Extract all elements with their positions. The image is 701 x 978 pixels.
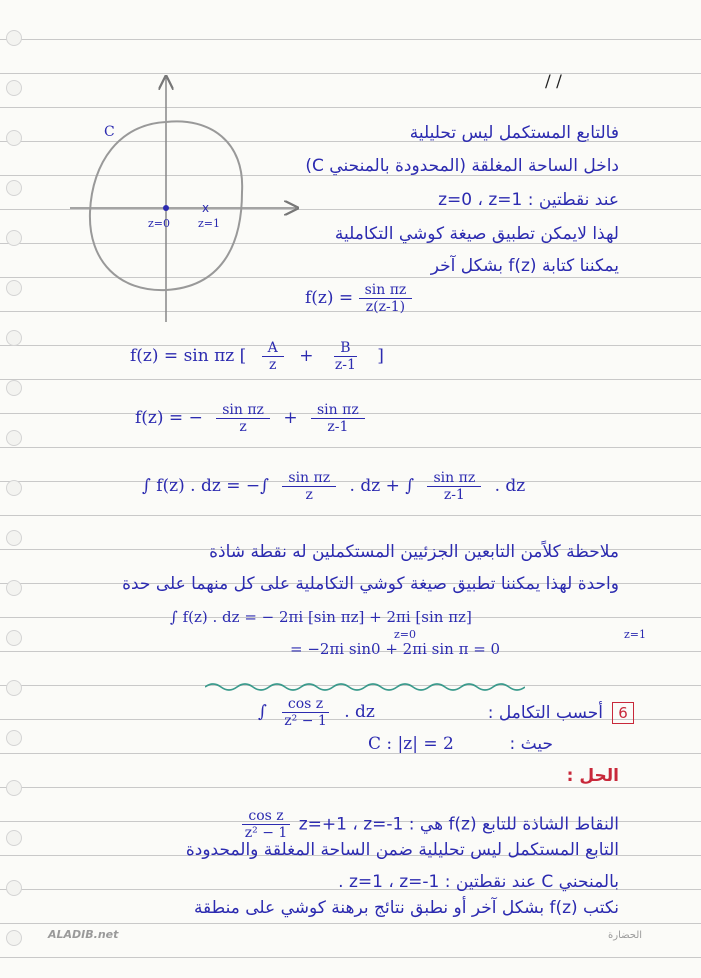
binder-holes bbox=[6, 20, 24, 960]
problem-where: حيث : bbox=[509, 734, 553, 754]
problem-condition: C : |z| = 2 bbox=[368, 734, 454, 754]
footer-logo: ALADIB.net bbox=[48, 928, 119, 941]
svg-text:x: x bbox=[202, 201, 210, 215]
contour-label: C bbox=[104, 124, 115, 140]
equation-5: ∫ f(z) . dz = − 2πi [sin πz] + 2πi [sin πz] bbox=[170, 608, 472, 626]
note-line-1: ملاحظة كلاًمن التابعين الجزئيين المستكملين له نقطة شاذة bbox=[209, 542, 619, 562]
solution-line-2: التابع المستكمل ليس تحليلية ضمن الساحة المغلقة والمحدودة bbox=[185, 840, 619, 860]
footer-right-text: الحضارة bbox=[608, 930, 643, 941]
problem-integral: ∫ $\frac{\text{cos z}}{\text{z² − 1}}$ . dz bbox=[258, 696, 375, 729]
text-line-3: عند نقطتين : z=0 ، z=1 bbox=[438, 190, 619, 210]
contour-graph bbox=[60, 72, 310, 332]
problem-number-box: 6 bbox=[612, 702, 634, 724]
equation-4: ∫ f(z) . dz = −∫ $\frac{\text{sin πz}}{z}$ . dz + ∫ $\frac{\text{sin πz}}{z-1}$ . dz bbox=[142, 470, 526, 503]
equation-2: f(z) = sin πz [ $\frac{A}{z}$ + $\frac{B}{z-1}$ ] bbox=[130, 340, 384, 373]
text-line-1: فالتابع المستكمل ليس تحليلية bbox=[409, 123, 619, 143]
equation-5-sub-a: z=0 bbox=[394, 628, 417, 641]
solution-line-1: النقاط الشاذة للتابع f(z) هي : z=+1 ، z=-1 $\frac{\text{cos z}}{\text{z² − 1}}$ bbox=[239, 808, 619, 841]
text-line-5: يمكننا كتابة f(z) بشكل آخر bbox=[430, 256, 619, 276]
wavy-separator bbox=[205, 680, 525, 694]
note-line-2: واحدة لهذا يمكننا تطبيق صيغة كوشي التكاملية على كل منهما على حدة bbox=[122, 574, 619, 594]
equation-5-sub-b: z=1 bbox=[624, 628, 647, 641]
solution-line-3: بالمنحني C عند نقطتين : z=1 ، z=-1 . bbox=[338, 872, 619, 892]
equation-3: f(z) = − $\frac{\text{sin πz}}{z}$ + $\frac{\text{sin πz}}{z-1}$ bbox=[135, 402, 373, 435]
point-right-label: z=1 bbox=[198, 217, 221, 230]
text-line-2: داخل الساحة المغلقة (المحدودة بالمنحني C) bbox=[305, 156, 619, 176]
solution-heading: الحل : bbox=[566, 766, 619, 786]
text-line-4: لهذا لايمكن تطبيق صيغة كوشي التكاملية bbox=[334, 224, 619, 244]
point-left-label: z=0 bbox=[148, 217, 171, 230]
problem-title: أحسب التكامل : bbox=[487, 703, 603, 723]
solution-line-4: نكتب f(z) بشكل آخر أو نطبق نتائج برهنة كوشي على منطقة bbox=[193, 898, 619, 918]
equation-6: = −2πi sin0 + 2πi sin π = 0 bbox=[290, 640, 501, 658]
equation-1: f(z) = $\frac{\text{sin πz}}{z(z-1)}$ bbox=[305, 282, 412, 315]
point-z0 bbox=[163, 205, 169, 211]
header-marks: / / bbox=[545, 72, 562, 92]
